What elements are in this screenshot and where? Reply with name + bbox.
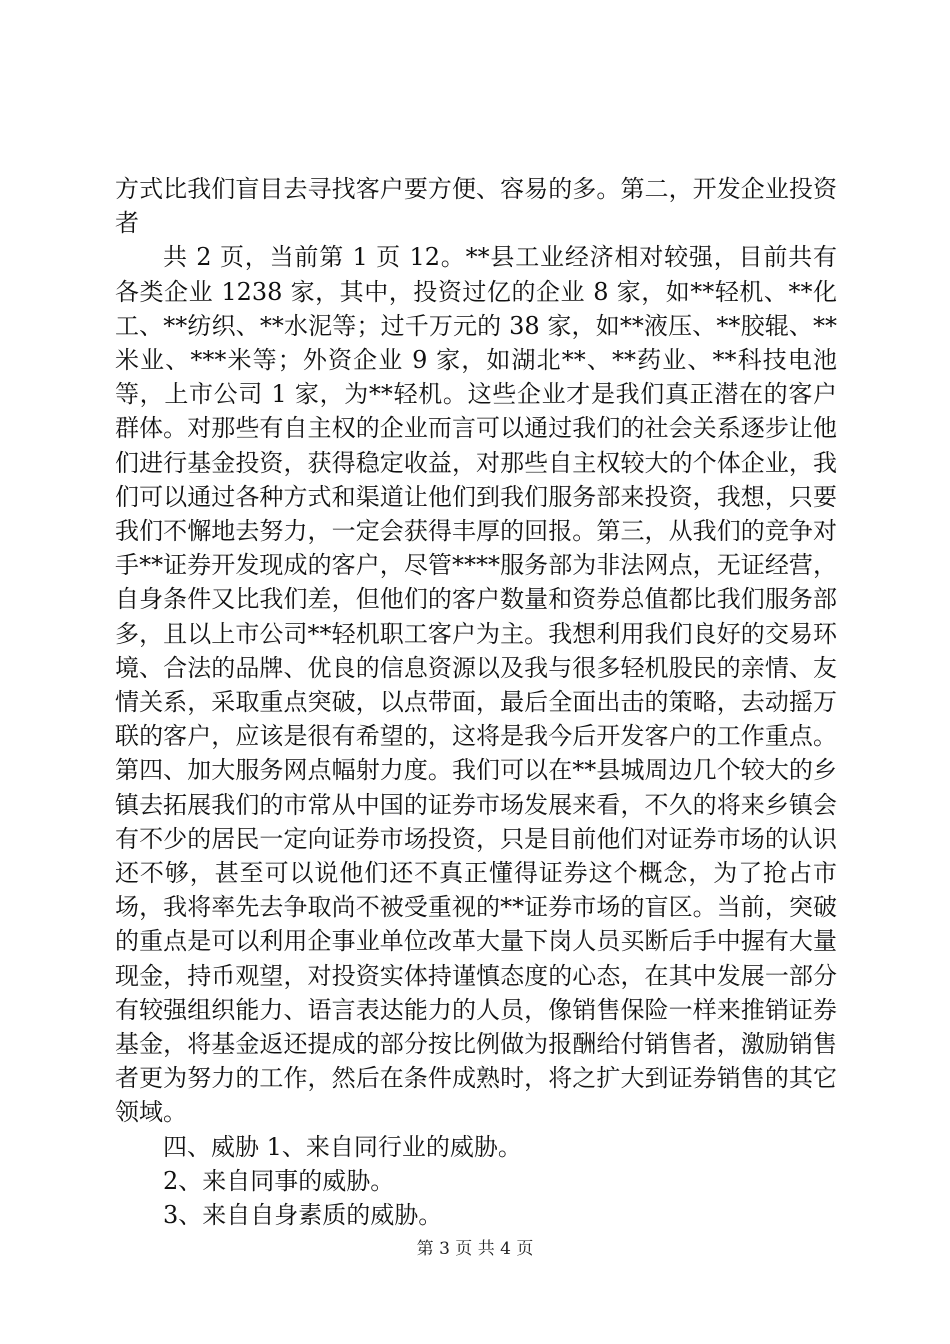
paragraph-threat-3: 3、来自自身素质的威胁。 — [163, 1201, 443, 1230]
paragraph-continuation: 方式比我们盲目去寻找客户要方便、容易的多。第二，开发企业投资者 — [115, 175, 837, 238]
paragraph-threat-2: 2、来自同事的威胁。 — [163, 1166, 395, 1195]
document-body — [115, 172, 837, 1232]
paragraph-main: 共 2 页，当前第 1 页 12。**县工业经济相对较强，目前共有各类企业 1238 家，其中，投资过亿的企业 8 家，如**轻机、**化工、**纺织、**水泥等；过千万元的 38 家，如**液压、**胶辊、**米业、***米等；外资企业 9 家，如湖北**、**药业、**科技电池等，上市公司 1 家，为**轻机。这些企业才是我们真正潜在的客户群体。对那些有自主权的企业而言可以通过我们的社会关系逐步让他们进行基金投资，获得稳定收益，对那些自主权较大的个体企业，我们可以通过各种方式和渠道让他们到我们服务部来投资，我想，只要我们不懈地去努力，一定会获得丰厚的回报。第三，从我们的竞争对手**证券开发现成的客户，尽管****服务部为非法网点，无证经营，自身条件又比我们差，但他们的客户数量和资券总值都比我们服务部多，且以上市公司**轻机职工客户为主。我想利用我们良好的交易环境、合法的品牌、优良的信息资源以及我与很多轻机股民的亲情、友情关系，采取重点突破，以点带面，最后全面出击的策略，去动摇万联的客户，应该是很有希望的，这将是我今后开发客户的工作重点。第四、加大服务网点幅射力度。我们可以在**县城周边几个较大的乡镇去拓展我们的市常从中国的证券市场发展来看，不久的将来乡镇会有不少的居民一定向证券市场投资，只是目前他们对证券市场的认识还不够，甚至可以说他们还不真正懂得证券这个概念，为了抢占市场，我将率先去争取尚不被受重视的**证券市场的盲区。当前，突破的重点是可以利用企事业单位改革大量下岗人员买断后手中握有大量现金，持币观望，对投资实体持谨慎态度的心态，在其中发展一部分有较强组织能力、语言表达能力的人员，像销售保险一样来推销证券基金，将基金返还提成的部分按比例做为报酬给付销售者，激励销售者更为努力的工作，然后在条件成熟时，将之扩大到证券销售的其它领域。 — [115, 243, 837, 1127]
page-footer: 第 3 页 共 4 页 — [416, 1239, 534, 1259]
paragraph-threats-heading: 四、威胁 1、来自同行业的威胁。 — [163, 1132, 522, 1161]
